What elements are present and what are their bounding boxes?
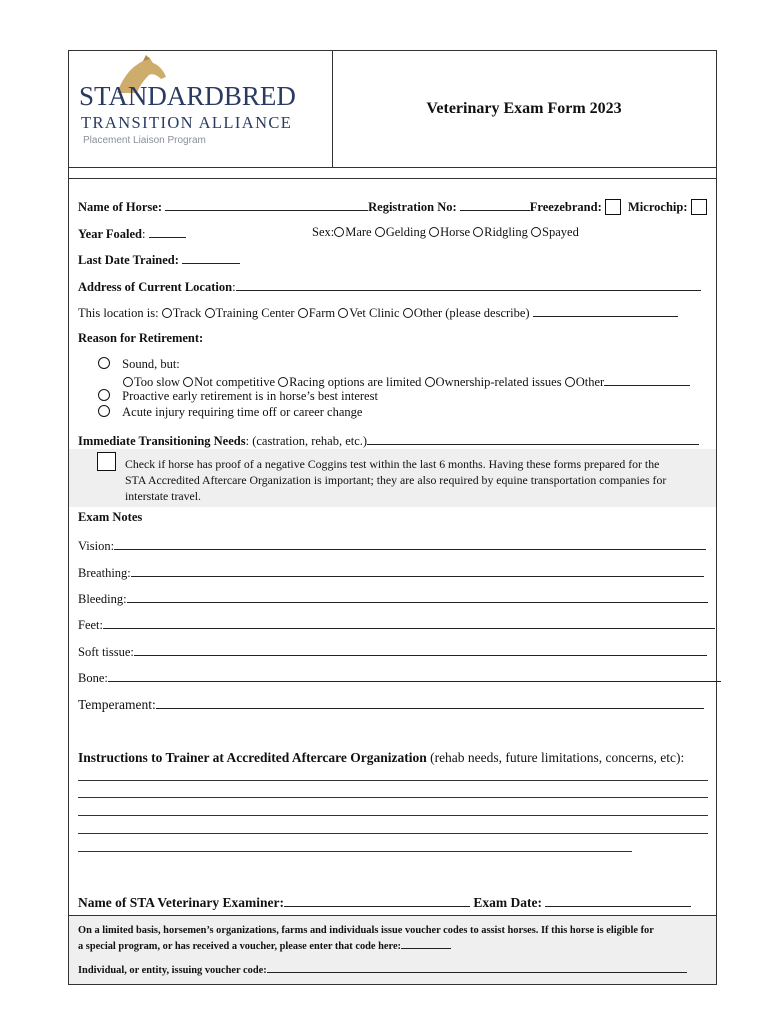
sex-option-gelding: Gelding [385,225,427,239]
exam-field-label: Temperament: [78,697,156,712]
instructions-line-4[interactable] [78,833,708,834]
sub-option-too-slow: Too slow [134,375,181,389]
sex-ridgling-radio[interactable] [473,227,483,237]
voucher-code-field[interactable] [401,938,451,949]
retirement-proactive-label: Proactive early retirement is in horse’s best interest [122,389,378,403]
freezebrand-checkbox[interactable] [605,199,621,215]
row-instructions [78,750,684,766]
row-location-type [78,304,678,321]
year-foaled-label: Year Foaled [78,227,142,241]
exam-row-6 [78,696,704,713]
voucher-line-1: On a limited basis, horsemen’s organizations, farms and individuals issue voucher codes to assist horses. If this horse is eligible for [78,925,654,936]
last-trained-label: Last Date Trained: [78,253,179,267]
retirement-acute-radio[interactable] [98,405,110,417]
sex-spayed-radio[interactable] [531,227,541,237]
exam-field-label: Breathing: [78,566,131,580]
coggins-line-3: interstate travel. [125,489,201,503]
address-colon: : [232,280,236,294]
voucher-issuer-field[interactable] [267,962,687,973]
logo-subtitle: Placement Liaison Program [83,135,206,146]
microchip-label: Microchip: [628,200,688,214]
instructions-line-5[interactable] [78,851,632,852]
registration-label: Registration No: [368,200,457,214]
retirement-sound-label: Sound, but: [122,357,180,371]
freezebrand-label: Freezebrand: [529,200,602,214]
address-field[interactable] [236,278,701,291]
voucher-line-2: a special program, or has received a voucher, please enter that code here: [78,941,402,952]
address-label: Address of Current Location [78,280,233,294]
exam-field-label: Bone: [78,671,108,685]
row-examiner [78,894,691,911]
exam-field-label: Soft tissue: [78,645,134,659]
sub-option-racing-limited: Racing options are limited [289,375,422,389]
sex-mare-radio[interactable] [334,227,344,237]
location-other-field[interactable] [533,304,678,317]
sub-option-ownership: Ownership-related issues [435,375,562,389]
exam-row-1 [78,564,704,581]
location-option-track: Track [172,306,202,320]
location-training-radio[interactable] [205,308,215,318]
retirement-proactive-row [98,389,378,404]
location-option-training: Training Center [215,306,295,320]
exam-field-label: Vision: [78,539,115,553]
coggins-text [125,456,666,504]
header-divider [69,167,716,179]
row-address [78,278,701,295]
form-title: Veterinary Exam Form 2023 [426,100,622,117]
exam-row-5 [78,669,721,686]
instructions-label: Instructions to Trainer at Accredited Aftercare Organization [78,750,427,765]
year-foaled-field[interactable] [149,225,186,238]
exam-field-label: Bleeding: [78,592,127,606]
exam-row-0 [78,537,706,554]
exam-row-2 [78,590,708,607]
instructions-line-1[interactable] [78,780,708,781]
sex-option-ridgling: Ridgling [484,225,528,239]
location-other-radio[interactable] [403,308,413,318]
transition-field[interactable] [367,432,699,445]
exam-field-input[interactable] [156,696,704,709]
exam-row-4 [78,643,707,660]
location-option-other: Other (please describe) [413,306,530,320]
exam-field-label: Feet: [78,618,103,632]
sub-racing-limited-radio[interactable] [278,377,288,387]
logo-word-standardbred: STANDARDBRED [79,81,296,111]
coggins-line-1: Check if horse has proof of a negative Coggins test within the last 6 months. Having these forms prepared for the [125,457,660,471]
instructions-sub: (rehab needs, future limitations, concerns, etc): [426,750,685,765]
retirement-acute-row [98,405,362,420]
sub-not-competitive-radio[interactable] [183,377,193,387]
title-panel [332,51,716,167]
exam-row-3 [78,616,715,633]
coggins-line-2: STA Accredited Aftercare Organization is important; they are also required by equine transportation companies for [125,473,667,487]
retirement-proactive-radio[interactable] [98,389,110,401]
exam-field-input[interactable] [103,616,715,629]
logo-panel [69,51,333,167]
exam-field-input[interactable] [131,564,704,577]
horse-name-field[interactable] [165,198,368,211]
location-option-farm: Farm [308,306,336,320]
location-option-vet: Vet Clinic [349,306,400,320]
location-vet-radio[interactable] [338,308,348,318]
row-transition [78,432,699,449]
coggins-checkbox[interactable] [97,452,116,471]
exam-field-input[interactable] [127,590,708,603]
exam-field-input[interactable] [108,669,721,682]
registration-field[interactable] [460,198,530,211]
row-sex [312,225,579,240]
retirement-sound-row [98,357,180,372]
transition-label: Immediate Transitioning Needs [78,434,246,448]
sex-gelding-radio[interactable] [375,227,385,237]
location-farm-radio[interactable] [298,308,308,318]
row-year-foaled [78,225,186,242]
horse-name-label: Name of Horse: [78,200,162,214]
last-trained-field[interactable] [182,251,240,264]
sub-other-field[interactable] [604,373,690,386]
location-label: This location is: [78,306,159,320]
row-voucher-issuer [78,962,687,976]
year-foaled-colon: : [142,227,146,241]
location-track-radio[interactable] [162,308,172,318]
exam-notes-title: Exam Notes [78,510,143,524]
sex-label: Sex: [312,225,335,239]
instructions-line-2[interactable] [78,797,708,798]
voucher-text [78,923,654,954]
retirement-sound-radio[interactable] [98,357,110,369]
examiner-label: Name of STA Veterinary Examiner: [78,895,284,910]
form-frame [68,50,717,985]
row-last-trained [78,251,240,268]
examiner-field[interactable] [284,894,470,907]
retirement-acute-label: Acute injury requiring time off or career change [122,405,363,419]
logo-word-transition: TRANSITION ALLIANCE [81,113,293,132]
sex-option-mare: Mare [345,225,372,239]
sex-option-horse: Horse [440,225,470,239]
sub-too-slow-radio[interactable] [123,377,133,387]
sub-ownership-radio[interactable] [425,377,435,387]
voucher-issuer-label: Individual, or entity, issuing voucher code: [78,965,267,976]
exam-field-input[interactable] [134,643,707,656]
sex-horse-radio[interactable] [429,227,439,237]
exam-field-input[interactable] [114,537,706,550]
exam-date-label: Exam Date: [473,895,542,910]
sub-other-radio[interactable] [565,377,575,387]
sub-option-not-competitive: Not competitive [194,375,276,389]
retirement-label: Reason for Retirement: [78,331,204,345]
instructions-line-3[interactable] [78,815,708,816]
retirement-sub-options [123,373,690,390]
microchip-checkbox[interactable] [691,199,707,215]
row-horse-name [78,198,707,215]
sub-option-other: Other [575,375,605,389]
sex-option-spayed: Spayed [542,225,579,239]
transition-sub: : (castration, rehab, etc.) [245,434,368,448]
exam-date-field[interactable] [545,894,691,907]
